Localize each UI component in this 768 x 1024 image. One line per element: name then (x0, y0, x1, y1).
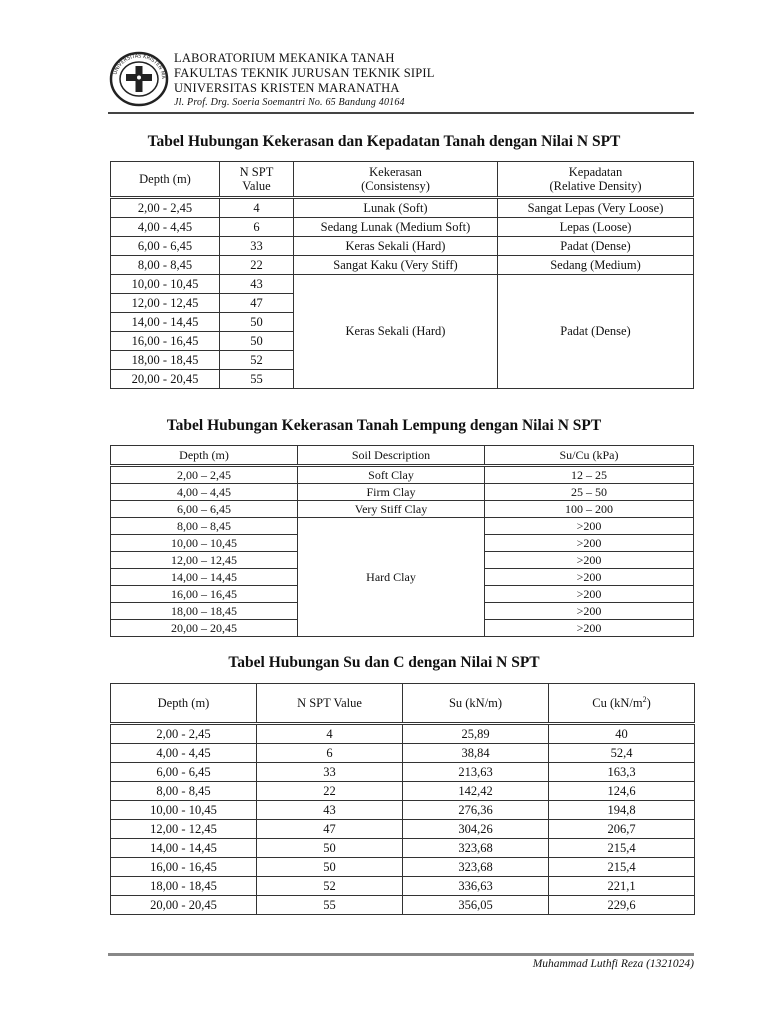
cell-depth: 14,00 – 14,45 (111, 569, 298, 586)
table-header-row (111, 684, 695, 724)
cell-kepadatan-merged: Padat (Dense) (498, 275, 694, 389)
header-soil-description: Soil Description (298, 446, 485, 466)
table-row (111, 839, 695, 858)
cell-su: 356,05 (403, 896, 549, 915)
cell-nspt: 50 (257, 858, 403, 877)
table1-title: Tabel Hubungan Kekerasan dan Kepadatan Tanah dengan Nilai N SPT (147, 133, 621, 150)
cell-depth: 18,00 – 18,45 (111, 603, 298, 620)
cell-soil: Soft Clay (298, 466, 485, 484)
header-kepadatan: Kepadatan (Relative Density) (498, 162, 694, 198)
cell-depth: 20,00 – 20,45 (111, 620, 298, 637)
cell-nspt: 50 (257, 839, 403, 858)
cell-depth: 10,00 - 10,45 (111, 275, 220, 294)
cell-kepadatan: Sedang (Medium) (498, 256, 694, 275)
cell-su: 38,84 (403, 744, 549, 763)
cell-nspt: 6 (220, 218, 294, 237)
cell-su: 323,68 (403, 839, 549, 858)
cell-kekerasan: Sangat Kaku (Very Stiff) (294, 256, 498, 275)
cell-depth: 2,00 – 2,45 (111, 466, 298, 484)
cell-cu: 215,4 (549, 839, 695, 858)
header-depth: Depth (m) (111, 162, 220, 198)
table-row (111, 237, 694, 256)
cell-depth: 6,00 - 6,45 (111, 237, 220, 256)
cell-nspt: 50 (220, 332, 294, 351)
cell-sucu: >200 (485, 586, 694, 603)
cell-depth: 8,00 - 8,45 (111, 782, 257, 801)
cell-depth: 20,00 - 20,45 (111, 370, 220, 389)
author-signature: Muhammad Luthfi Reza (1321024) (532, 958, 694, 970)
cell-nspt: 4 (257, 724, 403, 744)
table-row (111, 256, 694, 275)
header-nspt: N SPT Value (220, 162, 294, 198)
cell-depth: 12,00 - 12,45 (111, 820, 257, 839)
header-sucu: Su/Cu (kPa) (485, 446, 694, 466)
cell-depth: 2,00 - 2,45 (111, 724, 257, 744)
table-row (111, 275, 694, 294)
table-row (111, 801, 695, 820)
header-cu: Cu $(kN/m^2)$ (549, 684, 695, 724)
table3-title: Tabel Hubungan Su dan C dengan Nilai N SPT (228, 654, 540, 671)
cell-cu: 194,8 (549, 801, 695, 820)
cell-depth: 12,00 - 12,45 (111, 294, 220, 313)
cell-soil: Very Stiff Clay (298, 501, 485, 518)
table-kekerasan-kepadatan (110, 161, 694, 389)
cell-nspt: 22 (220, 256, 294, 275)
cell-soil-merged: Hard Clay (298, 518, 485, 637)
cell-cu: 206,7 (549, 820, 695, 839)
cell-depth: 10,00 - 10,45 (111, 801, 257, 820)
cell-depth: 16,00 - 16,45 (111, 858, 257, 877)
cell-su: 323,68 (403, 858, 549, 877)
cell-sucu: 100 – 200 (485, 501, 694, 518)
cell-cu: 124,6 (549, 782, 695, 801)
cell-depth: 14,00 - 14,45 (111, 313, 220, 332)
cell-depth: 20,00 - 20,45 (111, 896, 257, 915)
cell-nspt: 43 (220, 275, 294, 294)
cell-nspt: 50 (220, 313, 294, 332)
table-row (111, 858, 695, 877)
header-depth: Depth (m) (111, 684, 257, 724)
university-name: UNIVERSITAS KRISTEN MARANATHA (174, 81, 400, 95)
table-row (111, 724, 695, 744)
table-row (111, 198, 694, 218)
table2-title: Tabel Hubungan Kekerasan Tanah Lempung dengan Nilai N SPT (166, 417, 602, 434)
cell-sucu: >200 (485, 569, 694, 586)
cell-depth: 8,00 - 8,45 (111, 256, 220, 275)
cell-kepadatan: Lepas (Loose) (498, 218, 694, 237)
table-row (111, 501, 694, 518)
cell-sucu: >200 (485, 620, 694, 637)
cell-sucu: 12 – 25 (485, 466, 694, 484)
cell-nspt: 43 (257, 801, 403, 820)
cell-su: 213,63 (403, 763, 549, 782)
cell-depth: 10,00 – 10,45 (111, 535, 298, 552)
table-header-row (111, 446, 694, 466)
header-rule (108, 112, 694, 114)
letterhead (174, 51, 694, 109)
cell-nspt: 4 (220, 198, 294, 218)
header-nspt: N SPT Value (257, 684, 403, 724)
cell-nspt: 52 (257, 877, 403, 896)
cell-nspt: 52 (220, 351, 294, 370)
cell-depth: 16,00 - 16,45 (111, 332, 220, 351)
table-row (111, 820, 695, 839)
table-row (111, 518, 694, 535)
cell-sucu: >200 (485, 603, 694, 620)
cell-nspt: 47 (220, 294, 294, 313)
cell-soil: Firm Clay (298, 484, 485, 501)
svg-text:UNIVERSITAS KRISTEN MARANATHA: UNIVERSITAS KRISTEN MA (112, 53, 167, 80)
cell-nspt: 33 (257, 763, 403, 782)
cell-sucu: >200 (485, 552, 694, 569)
table-row (111, 484, 694, 501)
header-depth: Depth (m) (111, 446, 298, 466)
table-row (111, 218, 694, 237)
cell-depth: 6,00 – 6,45 (111, 501, 298, 518)
cell-depth: 18,00 - 18,45 (111, 351, 220, 370)
cell-depth: 4,00 - 4,45 (111, 218, 220, 237)
cell-kepadatan: Padat (Dense) (498, 237, 694, 256)
cell-cu: 229,6 (549, 896, 695, 915)
cell-su: 336,63 (403, 877, 549, 896)
cell-cu: 215,4 (549, 858, 695, 877)
faculty-name: FAKULTAS TEKNIK JURUSAN TEKNIK SIPIL (174, 66, 435, 80)
cell-sucu: >200 (485, 518, 694, 535)
cell-cu: 52,4 (549, 744, 695, 763)
cell-su: 25,89 (403, 724, 549, 744)
cell-depth: 18,00 - 18,45 (111, 877, 257, 896)
cell-nspt: 47 (257, 820, 403, 839)
cell-nspt: 55 (257, 896, 403, 915)
cell-su: 276,36 (403, 801, 549, 820)
cell-kekerasan: Lunak (Soft) (294, 198, 498, 218)
header-su: Su (kN/m) (403, 684, 549, 724)
footer-rule (108, 953, 694, 956)
cell-cu: 221,1 (549, 877, 695, 896)
cell-su: 304,26 (403, 820, 549, 839)
address: Jl. Prof. Drg. Soeria Soemantri No. 65 Bandung 40164 (174, 97, 405, 108)
cell-depth: 8,00 – 8,45 (111, 518, 298, 535)
cell-kepadatan: Sangat Lepas (Very Loose) (498, 198, 694, 218)
cell-depth: 4,00 – 4,45 (111, 484, 298, 501)
cell-nspt: 6 (257, 744, 403, 763)
table-lempung (110, 445, 694, 637)
table-row (111, 782, 695, 801)
cell-depth: 14,00 - 14,45 (111, 839, 257, 858)
university-logo (108, 50, 170, 108)
table-row (111, 896, 695, 915)
cell-sucu: >200 (485, 535, 694, 552)
cell-depth: 6,00 - 6,45 (111, 763, 257, 782)
cell-cu: 40 (549, 724, 695, 744)
cell-kekerasan-merged: Keras Sekali (Hard) (294, 275, 498, 389)
cell-kekerasan: Sedang Lunak (Medium Soft) (294, 218, 498, 237)
cell-nspt: 55 (220, 370, 294, 389)
table-row (111, 763, 695, 782)
cell-depth: 16,00 – 16,45 (111, 586, 298, 603)
cell-nspt: 33 (220, 237, 294, 256)
cell-su: 142,42 (403, 782, 549, 801)
cell-nspt: 22 (257, 782, 403, 801)
cell-cu: 163,3 (549, 763, 695, 782)
table-su-cu (110, 683, 695, 915)
cell-sucu: 25 – 50 (485, 484, 694, 501)
cell-depth: 12,00 – 12,45 (111, 552, 298, 569)
cell-depth: 4,00 - 4,45 (111, 744, 257, 763)
table-header-row (111, 162, 694, 198)
lab-name: LABORATORIUM MEKANIKA TANAH (174, 51, 395, 65)
cell-depth: 2,00 - 2,45 (111, 198, 220, 218)
table-row (111, 744, 695, 763)
table-row (111, 877, 695, 896)
cell-kekerasan: Keras Sekali (Hard) (294, 237, 498, 256)
table-row (111, 466, 694, 484)
header-kekerasan: Kekerasan (Consistensy) (294, 162, 498, 198)
